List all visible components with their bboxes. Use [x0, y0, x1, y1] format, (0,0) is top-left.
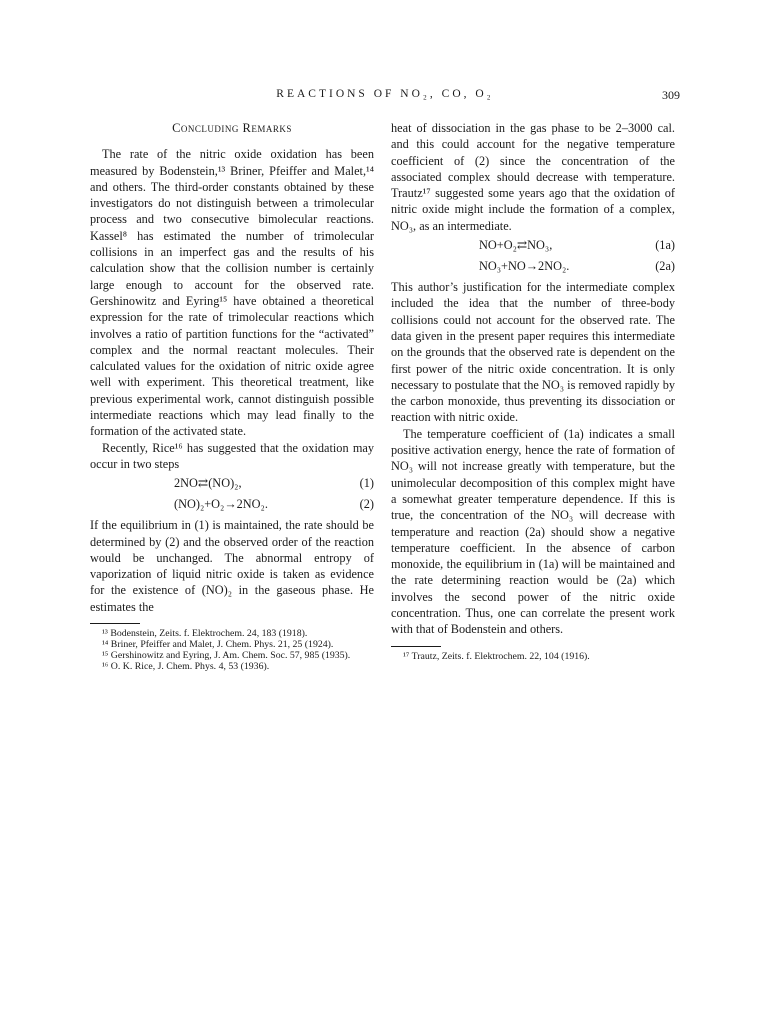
equation-2-formula: (NO)₂+O₂→2NO₂. — [174, 497, 268, 512]
equation-1a — [391, 237, 675, 255]
footnotes-right — [391, 646, 675, 662]
equation-1-formula: 2NO⇄(NO)₂, — [174, 476, 242, 491]
footnote-16: ¹⁶ O. K. Rice, J. Chem. Phys. 4, 53 (1936). — [102, 661, 270, 673]
equation-2-number: (2) — [359, 497, 374, 512]
paragraph-concluding-2: Recently, Rice¹⁶ has suggested that the oxidation may occur in two steps — [90, 440, 374, 471]
footnote-17: ¹⁷ Trautz, Zeits. f. Elektrochem. 22, 104 (1916). — [403, 650, 590, 662]
footnote-15: ¹⁵ Gershinowitz and Eyring, J. Am. Chem. Soc. 57, 985 (1935). — [102, 650, 351, 662]
paragraph-right-2: This author’s justification for the intermediate complex included the idea that the number of three-body collisions could not account for the observed rate. The data given in the present paper requires this intermediate on the grounds that the observed rate is dependent on the first power of the nitric oxide concentration. It is only necessary to postulate that the NO₃ is removed rapidly by the carbon monoxide, thus preventing its dissociation or reaction with nitric oxide. — [391, 280, 675, 425]
paragraph-right-3: The temperature coefficient of (1a) indicates a small positive activation energy, hence the rate of formation of NO₃ will not increase greatly with temperature, but the unimolecular decomposition of this complex might have a somewhat greater temperature dependence. If this is true, the concentration of the NO₃ will decrease with temperature and reaction (2a) should show a negative temperature coefficient. In the absence of carbon monoxide, the equilibrium in (1a) will be maintained and the rate determining reaction would be (2a) which involves the second power of the nitric oxide concentration. Thus, one can correlate the present work with that of Bodenstein and others. — [391, 426, 675, 637]
footnote-14: ¹⁴ Briner, Pfeiffer and Malet, J. Chem. Phys. 21, 25 (1924). — [102, 639, 334, 651]
footnotes-left — [90, 623, 374, 672]
equation-1-number: (1) — [359, 476, 374, 491]
section-heading: Concluding Remarks — [172, 121, 292, 135]
paragraph-right-1: heat of dissociation in the gas phase to be 2–3000 cal. and this could account for the negative temperature coefficient of (2) since the concentration of the associated complex should decrease with temperature. Trautz¹⁷ suggested some years ago that the oxidation of nitric oxide might include the formation of a complex, NO₃, as an intermediate. — [391, 121, 675, 233]
equation-2a — [391, 258, 675, 276]
footnote-rule — [391, 646, 441, 647]
paragraph-concluding-1: The rate of the nitric oxide oxidation has been measured by Bodenstein,¹³ Briner, Pfeiffer and Malet,¹⁴ and others. The third-order constants obtained by these investigators do not distinguish between a trimolecular process and two consecutive bimolecular reactions. Kassel⁸ has estimated the number of trimolecular collisions in an imperfect gas and the results of his calculation show that the collision number is certainly large enough to account for the observed rate. Gershinowitz and Eyring¹⁵ have obtained a theoretical expression for the rate of trimolecular reactions which involves a ratio of partition functions for the “activated” complex and the normal reactant molecules. Their calculated values for the oxidation of nitric oxide agree well with experiment. This theoretical treatment, like previous experimental work, cannot distinguish possible intermediate reactions which may lead finally to the formation of the activated state. — [90, 147, 374, 439]
equation-2a-formula: NO₃+NO→2NO₂. — [479, 259, 570, 274]
equation-2a-number: (2a) — [655, 259, 675, 274]
footnote-rule — [90, 623, 140, 624]
right-column — [391, 120, 675, 662]
equation-1a-formula: NO+O₂⇄NO₃, — [479, 238, 553, 253]
equation-1 — [90, 475, 374, 493]
left-column — [90, 120, 374, 672]
equation-1a-number: (1a) — [655, 238, 675, 253]
page-number: 309 — [662, 88, 680, 102]
paragraph-concluding-3: If the equilibrium in (1) is maintained, the rate should be determined by (2) and the observed order of the reaction would be unchanged. The abnormal entropy of vaporization of liquid nitric oxide is taken as evidence for the existence of (NO)₂ in the gaseous phase. He estimates the — [90, 518, 374, 614]
running-title: REACTIONS OF NO₂, CO, O₂ — [276, 88, 494, 100]
footnote-13: ¹³ Bodenstein, Zeits. f. Elektrochem. 24, 183 (1918). — [102, 628, 308, 640]
running-head — [90, 88, 680, 104]
equation-2 — [90, 496, 374, 514]
